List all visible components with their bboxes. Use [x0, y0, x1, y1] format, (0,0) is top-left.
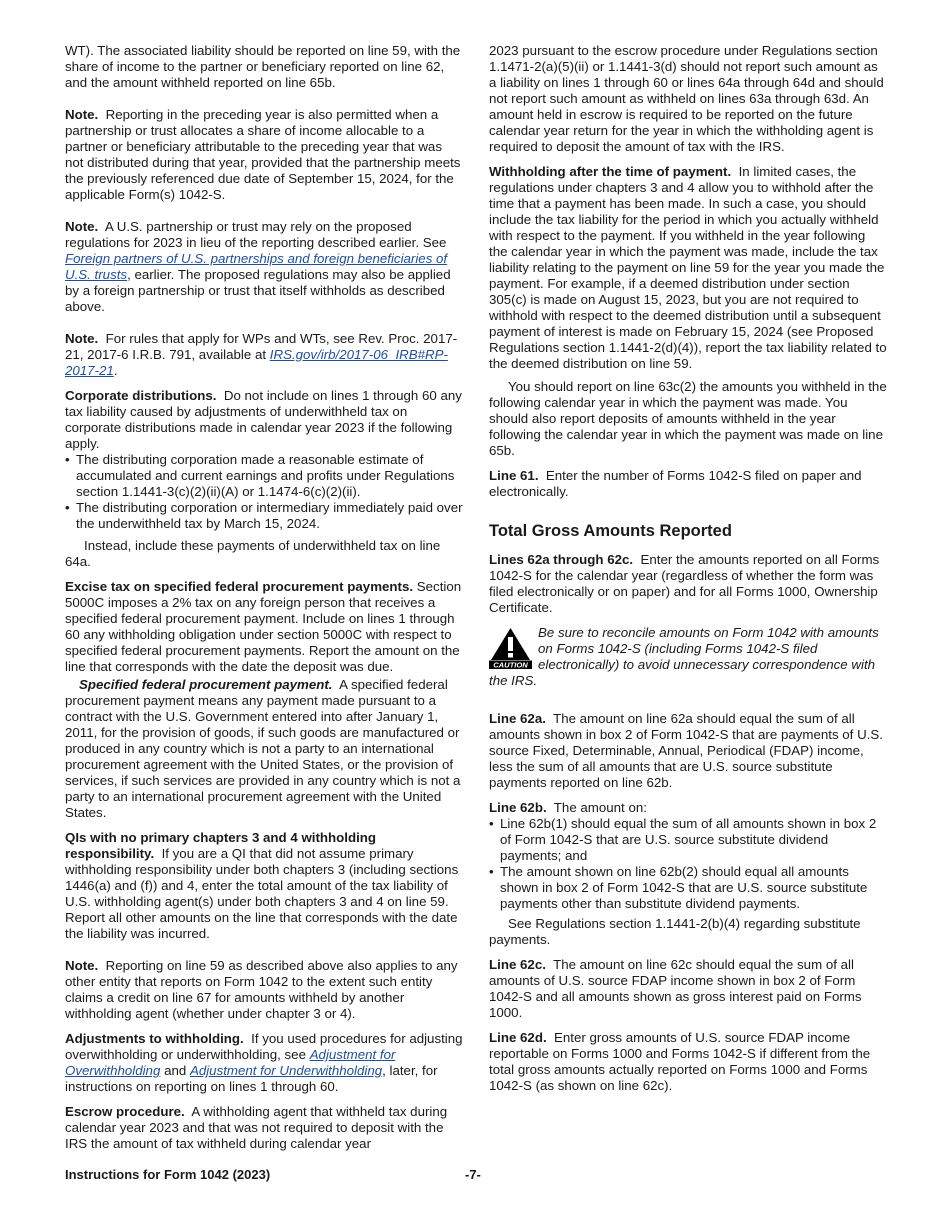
- section-text: If you used procedures for adjusting overwithholding or underwithholding, see: [65, 1031, 463, 1062]
- line-62a-paragraph: [489, 711, 887, 791]
- line-text: The amount on line 62a should equal the sum of all amounts shown in box 2 of Form 1042-S that are payments of U.S. source Fixed, Determinable, Annual, Periodical (FDAP) income, less the sum of all amounts that are U.S. source substitute payments reported on line 62b.: [489, 711, 883, 790]
- line-label: Lines 62a through 62c.: [489, 552, 634, 567]
- line-label: Line 61.: [489, 468, 539, 483]
- bullet-item: • The distributing corporation or intermediary immediately paid over the underwithheld tax by March 15, 2024.: [65, 500, 463, 532]
- bullet-item: • Line 62b(1) should equal the sum of all amounts shown in box 2 of Form 1042-S that are U.S. source substitute dividend payments; and: [489, 816, 887, 864]
- line-label: Line 62c.: [489, 957, 546, 972]
- section-label: Specified federal procurement payment.: [79, 677, 333, 692]
- note-paragraph: [65, 107, 463, 203]
- excise-paragraph: [65, 579, 463, 675]
- line-label: Line 62d.: [489, 1030, 547, 1045]
- bullet-item: • The distributing corporation made a reasonable estimate of accumulated and current earnings and profits under Regulations section 1.1441-3(c)(2)(ii)(A) or 1.1474-6(c)(2)(ii).: [65, 452, 463, 500]
- line-text: The amount on line 62c should equal the sum of all amounts of U.S. source FDAP income shown in box 2 of Form 1042-S and all amounts shown as gross interest paid on Forms 1000.: [489, 957, 862, 1020]
- note-text: A U.S. partnership or trust may rely on the proposed regulations for 2023 in lieu of the reporting described earlier. See: [65, 219, 447, 250]
- line-62b-paragraph: [489, 800, 887, 816]
- section-text: A withholding agent that withheld tax during calendar year 2023 and that was not required to deposit with the IRS the amount of tax withheld during calendar year: [65, 1104, 448, 1151]
- note-text: Reporting on line 59 as described above also applies to any other entity that reports on Form 1042 to the extent such entity claims a credit on line 67 for amounts withheld by another withholding agent (whether under chapter 3 or 4).: [65, 958, 458, 1021]
- note-paragraph: [65, 219, 463, 315]
- section-label: Withholding after the time of payment.: [489, 164, 732, 179]
- line-text: Enter the number of Forms 1042-S filed on paper and electronically.: [489, 468, 862, 499]
- note-text: For rules that apply for WPs and WTs, see Rev. Proc. 2017-21, 2017-6 I.R.B. 791, available at: [65, 331, 458, 362]
- caution-icon-label: CAUTION: [493, 660, 528, 669]
- line-label: Line 62b.: [489, 800, 547, 815]
- link-adjustment-underwithholding[interactable]: Adjustment for Underwithholding: [189, 1063, 383, 1078]
- paragraph: You should report on line 63c(2) the amounts you withheld in the following calendar year in which the payment was made. You should also report deposits of amounts withheld in the year following the calendar year in which the payment was made on line 65b.: [489, 379, 887, 458]
- paragraph: WT). The associated liability should be reported on line 59, with the share of income to the partner or beneficiary reported on line 62, and the amount withheld reported on line 65b.: [65, 43, 461, 90]
- note-label: Note.: [65, 331, 99, 346]
- link-foreign-partners[interactable]: Foreign partners of U.S. partnerships and foreign beneficiaries of U.S. trusts: [65, 251, 448, 282]
- punctuation: .: [113, 363, 118, 378]
- paragraph: Instead, include these payments of underwithheld tax on line 64a.: [65, 538, 441, 569]
- lines-62a-62c-paragraph: [489, 552, 887, 616]
- line-label: Line 62a.: [489, 711, 546, 726]
- section-text: Section 5000C imposes a 2% tax on any foreign person that receives a specified federal procurement payment. Include on lines 1 through 60 any withholding obligation under section 5000C with respect to specified federal procurement payments. Report the amount on the line that corresponds with the date the deposit was due.: [65, 579, 462, 674]
- caution-icon: [489, 627, 532, 669]
- left-column: [65, 43, 463, 1161]
- escrow-paragraph: [65, 1104, 463, 1152]
- section-label: Escrow procedure.: [65, 1104, 185, 1119]
- page-number: -7-: [465, 1167, 481, 1182]
- section-label: Corporate distributions.: [65, 388, 217, 403]
- adjustments-paragraph: [65, 1031, 463, 1095]
- section-text: In limited cases, the regulations under chapters 3 and 4 allow you to withhold after the time that a payment has been made. In such a case, you should include the tax liability for the period in which you actually withheld with respect to the payment. If you withheld in the year following the calendar year in which the payment was made, include the tax liability relating to the payment on line 59 for the year you made the payment. For example, if a deemed distribution under section 305(c) is made on August 15, 2023, but you are not required to withhold with respect to the deemed distribution until a subsequent payment of interest is made on February 15, 2024 (see Proposed Regulations section 1.1441-2(d)(4)), report the tax liability related to the deemed distribution on line 59.: [489, 164, 887, 371]
- section-text: If you are a QI that did not assume primary withholding responsibility under both chapters 3 (including sections 1446(a) and (f)) and 4, enter the total amount of the tax liability of U.S. withholding agent(s) under both chapters 3 and 4 on line 59. Report all other amounts on the line that corresponds with the date the liability was incurred.: [65, 846, 459, 941]
- note-text: , earlier. The proposed regulations may also be applied by a foreign partnership or trust that itself withholds as described above.: [65, 267, 451, 314]
- note-label: Note.: [65, 958, 99, 973]
- note-paragraph: [65, 331, 463, 379]
- note-label: Note.: [65, 107, 99, 122]
- section-label: Adjustments to withholding.: [65, 1031, 244, 1046]
- section-label: QIs with no primary chapters 3 and 4 withholding responsibility.: [65, 830, 377, 861]
- note-label: Note.: [65, 219, 99, 234]
- caution-box: [489, 625, 887, 689]
- section-label: Excise tax on specified federal procurement payments.: [65, 579, 414, 594]
- section-text: , later, for instructions on reporting on lines 1 through 60.: [65, 1063, 438, 1094]
- corporate-distributions-paragraph: [65, 388, 463, 452]
- section-text: and: [164, 1063, 187, 1078]
- bullet-item: • The amount shown on line 62b(2) should equal all amounts shown in box 2 of Form 1042-S that are U.S. source substitute payments other than substitute dividend payments.: [489, 864, 887, 912]
- line-62d-paragraph: [489, 1030, 887, 1094]
- line-text: Enter gross amounts of U.S. source FDAP income reportable on Forms 1000 and Forms 1042-S if different from the total gross amounts actually reported on Forms 1000 and Forms 1042-S (as shown on line 62c).: [489, 1030, 871, 1093]
- withholding-after-paragraph: [489, 164, 887, 372]
- section-text: Do not include on lines 1 through 60 any tax liability caused by adjustments of underwithheld tax on corporate distributions made in calendar year 2023 if the following apply.: [65, 388, 462, 451]
- right-column: [489, 43, 887, 1103]
- sfpp-paragraph: [65, 677, 463, 821]
- note-paragraph: [65, 958, 463, 1022]
- paragraph: See Regulations section 1.1441-2(b)(4) regarding substitute payments.: [489, 916, 861, 947]
- paragraph: 2023 pursuant to the escrow procedure under Regulations section 1.1471-2(a)(5)(ii) or 1.1441-3(d) should not report such amount as a liability on lines 1 through 60 or lines 64a through 64d and should not report such amount as withheld on lines 63a through 63d. An amount held in escrow is required to be reported on the future calendar year return for the year in which the withholding agent is required to deposit the amount of tax with the IRS.: [489, 43, 884, 154]
- link-adjustment-overwithholding[interactable]: Adjustment for Overwithholding: [65, 1047, 396, 1078]
- footer-title: Instructions for Form 1042 (2023): [65, 1167, 271, 1182]
- line-text: Enter the amounts reported on all Forms 1042-S for the calendar year (regardless of whether the form was filed electronically or on paper) and for all Forms 1000, Ownership Certificate.: [489, 552, 880, 615]
- line-62c-paragraph: [489, 957, 887, 1021]
- section-text: A specified federal procurement payment means any payment made pursuant to a contract with the U.S. Government entered into after January 1, 2011, for the provision of goods, if such goods are manufactured or produced in any country which is not a party to an international procurement agreement with the United States, or the provision of services, if such services are provided in any country which is not a party to an international procurement agreement with the United States.: [65, 677, 461, 820]
- line-text: The amount on:: [553, 800, 647, 815]
- line-61-paragraph: [489, 468, 887, 500]
- qi-paragraph: [65, 830, 463, 942]
- link-irs-irb[interactable]: IRS.gov/irb/2017-06_IRB#RP-2017-21: [65, 347, 448, 378]
- caution-text: Be sure to reconcile amounts on Form 1042 with amounts on Forms 1042-S (including Forms 1042-S filed electronically) to avoid unnecessary correspondence with the IRS.: [489, 625, 879, 688]
- note-text: Reporting in the preceding year is also permitted when a partnership or trust allocates a share of income allocable to a partner or beneficiary attributable to the preceding year that was not distributed during that year, provided that the partnership meets the previously referenced due date of September 15, 2024, for the applicable Form(s) 1042-S.: [65, 107, 461, 202]
- section-heading: Total Gross Amounts Reported: [489, 522, 732, 540]
